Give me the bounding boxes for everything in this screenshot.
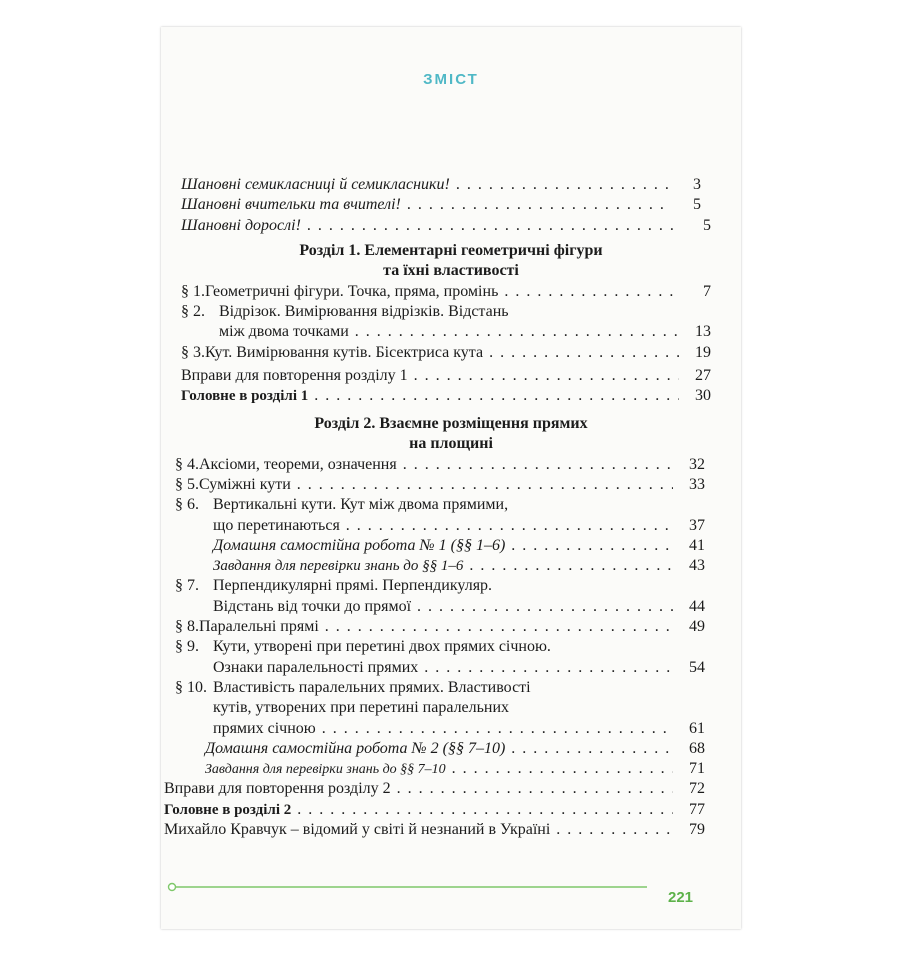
toc-entry-test-2[interactable]: Завдання для перевірки знань до §§ 7–10 . . . 71 bbox=[161, 759, 741, 779]
page-ref: 32 bbox=[689, 455, 705, 473]
page-ref: 71 bbox=[689, 760, 705, 778]
page-ref: 41 bbox=[689, 536, 705, 554]
page-ref: 3 bbox=[693, 176, 701, 193]
section-1-heading: Розділ 1. Елементарні геометричні фігури та їхні властивості bbox=[299, 241, 603, 279]
page-ref: 27 bbox=[695, 367, 711, 385]
paragraph-number: § 7. bbox=[175, 577, 199, 595]
page-ref: 79 bbox=[689, 821, 705, 839]
paragraph-number: § 10. bbox=[175, 678, 207, 696]
toc-entry-test-1[interactable]: Завдання для перевірки знань до §§ 1–6 . . . 43 bbox=[161, 556, 741, 576]
toc-entry-summary-2[interactable]: Головне в розділі 2 . . . 77 bbox=[161, 800, 741, 820]
footer-rule bbox=[167, 882, 647, 892]
page-ref: 49 bbox=[689, 618, 705, 636]
page-ref: 72 bbox=[689, 780, 705, 798]
toc-entry-par-4[interactable]: § 4. Аксіоми, теореми, означення . . . 32 bbox=[161, 455, 741, 475]
paragraph-number: § 6. bbox=[175, 496, 199, 514]
page-ref: 54 bbox=[689, 658, 705, 676]
toc-entry-par-3[interactable]: § 3. Кут. Вимірювання кутів. Бісектриса кута . . . 19 bbox=[161, 343, 741, 363]
toc-entry-par-9[interactable]: § 9. Кути, утворені при перетині двох прямих січною. Ознаки паралельності прямих . . . 54 bbox=[161, 637, 741, 678]
toc-entry-intro-adults[interactable]: Шановні дорослі! . . . 5 bbox=[161, 216, 741, 236]
toc-entry-review-2[interactable]: Вправи для повторення розділу 2 . . . 72 bbox=[161, 779, 741, 799]
toc-entry-par-8[interactable]: § 8. Паралельні прямі . . . 49 bbox=[161, 617, 741, 637]
toc-entry-review-1[interactable]: Вправи для повторення розділу 1 . . . 27 bbox=[161, 366, 741, 386]
footer-rule-dot bbox=[169, 884, 176, 891]
paragraph-number: § 3. bbox=[181, 343, 205, 361]
table-of-contents bbox=[161, 175, 741, 840]
page-number: 221 bbox=[668, 889, 694, 906]
page-ref: 43 bbox=[689, 557, 705, 575]
page-ref: 37 bbox=[689, 516, 705, 534]
toc-entry-summary-1[interactable]: Головне в розділі 1 . . . 30 bbox=[161, 386, 741, 406]
paragraph-number: § 5. bbox=[175, 475, 199, 493]
book-page bbox=[161, 27, 741, 929]
page-ref: 33 bbox=[689, 475, 705, 493]
paragraph-number: § 2. bbox=[181, 303, 205, 321]
page-ref: 77 bbox=[689, 800, 705, 818]
page-ref: 44 bbox=[689, 597, 705, 615]
page-ref: 19 bbox=[695, 343, 711, 361]
page-ref: 30 bbox=[695, 387, 711, 405]
page-ref: 5 bbox=[693, 196, 701, 214]
toc-entry-par-6[interactable]: § 6. Вертикальні кути. Кут між двома прямими, що перетинаються . . . 37 bbox=[161, 495, 741, 536]
page-ref: 13 bbox=[695, 323, 711, 341]
toc-entry-intro-teachers[interactable]: Шановні вчительки та вчителі! . . . 5 bbox=[161, 195, 741, 215]
paragraph-number: § 1. bbox=[181, 282, 205, 300]
paragraph-number: § 8. bbox=[175, 618, 199, 636]
section-2-heading: Розділ 2. Взаємне розміщення прямих на площині bbox=[314, 414, 588, 452]
page-ref: 7 bbox=[703, 282, 711, 300]
toc-entry-intro-students[interactable]: Шановні семикласниці й семикласники! . . . 3 bbox=[161, 175, 741, 195]
paragraph-number: § 9. bbox=[175, 638, 199, 656]
paragraph-number: § 4. bbox=[175, 455, 199, 473]
toc-entry-par-10[interactable]: § 10. Властивість паралельних прямих. Властивості кутів, утворених при перетині паралельних прямих січною . . . 61 bbox=[161, 678, 741, 739]
page-ref: 5 bbox=[703, 216, 711, 234]
toc-entry-homework-1[interactable]: Домашня самостійна робота № 1 (§§ 1–6) . . . 41 bbox=[161, 536, 741, 556]
toc-entry-par-5[interactable]: § 5. Суміжні кути . . . 33 bbox=[161, 475, 741, 495]
toc-entry-par-2[interactable]: § 2. Відрізок. Вимірювання відрізків. Відстань між двома точками . . . 13 bbox=[161, 302, 741, 343]
page-ref: 61 bbox=[689, 719, 705, 737]
toc-entry-homework-2[interactable]: Домашня самостійна робота № 2 (§§ 7–10) . . . 68 bbox=[161, 739, 741, 759]
page-title: ЗМІСТ bbox=[423, 71, 479, 88]
toc-entry-par-7[interactable]: § 7. Перпендикулярні прямі. Перпендикуляр. Відстань від точки до прямої . . . 44 bbox=[161, 576, 741, 617]
toc-entry-biography[interactable]: Михайло Кравчук – відомий у світі й незнаний в Україні . . . 79 bbox=[161, 820, 741, 840]
toc-entry-par-1[interactable]: § 1. Геометричні фігури. Точка, пряма, промінь . . . 7 bbox=[161, 282, 741, 302]
page-ref: 68 bbox=[689, 739, 705, 757]
